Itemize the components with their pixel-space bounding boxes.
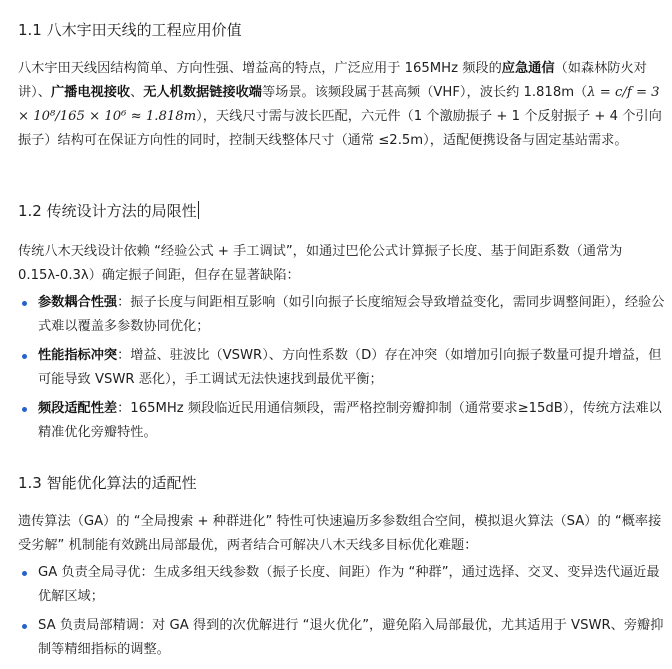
list-item-text: ：增益、驻波比（VSWR）、方向性系数（D）存在冲突（如增加引向振子数量可提升增益，但可能导致 VSWR 恶化），手工调试无法快速找到最优平衡； — [38, 348, 662, 387]
section-heading-1-1: 1.1 八木宇田天线的工程应用价值 — [18, 21, 242, 39]
bold-term: 性能指标冲突 — [38, 348, 118, 363]
section-heading-1-2 — [18, 200, 199, 222]
wavelength-formula: λ = c/f = 3 × 10⁸/165 × 10⁶ ≈ 1.818m — [18, 85, 660, 124]
list-item-text: ：165MHz 频段临近民用通信频段，需严格控制旁瓣抑制（通常要求≥15dB），传统方法难以精准优化旁瓣特性。 — [38, 401, 662, 440]
list-item — [18, 397, 670, 445]
list-item — [18, 344, 670, 392]
bold-term: 广播电视接收 — [50, 85, 131, 100]
bold-term: 应急通信 — [501, 61, 555, 76]
section-1-3-intro: 遗传算法（GA）的 “全局搜索 + 种群进化” 特性可快速遍历多参数组合空间，模拟退火算法（SA）的 “概率接受劣解” 机制能有效跳出局部最优，两者结合可解决八木天线多目标优化难题： — [18, 514, 662, 553]
list-item: SA 负责局部精调：对 GA 得到的次优解进行 “退火优化”，避免陷入局部最优，尤其适用于 VSWR、旁瓣抑制等精细指标的调整。 — [18, 614, 670, 662]
algorithm-list — [18, 561, 670, 662]
text-cursor — [198, 201, 199, 219]
text-run: 、 — [130, 85, 144, 100]
section-heading-1-3: 1.3 智能优化算法的适配性 — [18, 474, 197, 492]
text-run: 等场景。该频段属于甚高频（VHF），波长约 1.818m（ — [261, 85, 588, 100]
section-1-1-paragraph — [18, 57, 668, 153]
list-item — [18, 291, 670, 339]
section-1-2-intro: 传统八木天线设计依赖 “经验公式 + 手工调试”，如通过巴伦公式计算振子长度、基于间距系数（通常为 0.15λ-0.3λ）确定振子间距，但存在显著缺陷： — [18, 244, 623, 283]
text-run: 八木宇田天线因结构简单、方向性强、增益高的特点，广泛应用于 165MHz 频段的 — [18, 61, 502, 76]
list-item: GA 负责全局寻优：生成多组天线参数（振子长度、间距）作为 “种群”，通过选择、交叉、变异迭代逼近最优解区域； — [18, 561, 670, 609]
list-item-text: ：振子长度与间距相互影响（如引向振子长度缩短会导致增益变化，需同步调整间距），经验公式难以覆盖多参数协同优化； — [38, 295, 665, 334]
bold-term: 频段适配性差 — [38, 401, 118, 416]
limitations-list — [18, 291, 670, 445]
bold-term: 无人机数据链接收端 — [143, 85, 262, 100]
text-run: ），天线尺寸需与波长匹配，六元件（1 个激励振子 + 1 个反射振子 + 4 个引向振子）结构可在保证方向性的同时，控制天线整体尺寸（通常 ≤2.5m），适配便携设备与固定基站需求。 — [18, 109, 662, 148]
heading-text: 1.2 传统设计方法的局限性 — [18, 202, 197, 220]
text-run: （如森林防火对讲）、 — [18, 61, 647, 100]
bold-term: 参数耦合性强 — [38, 295, 118, 310]
